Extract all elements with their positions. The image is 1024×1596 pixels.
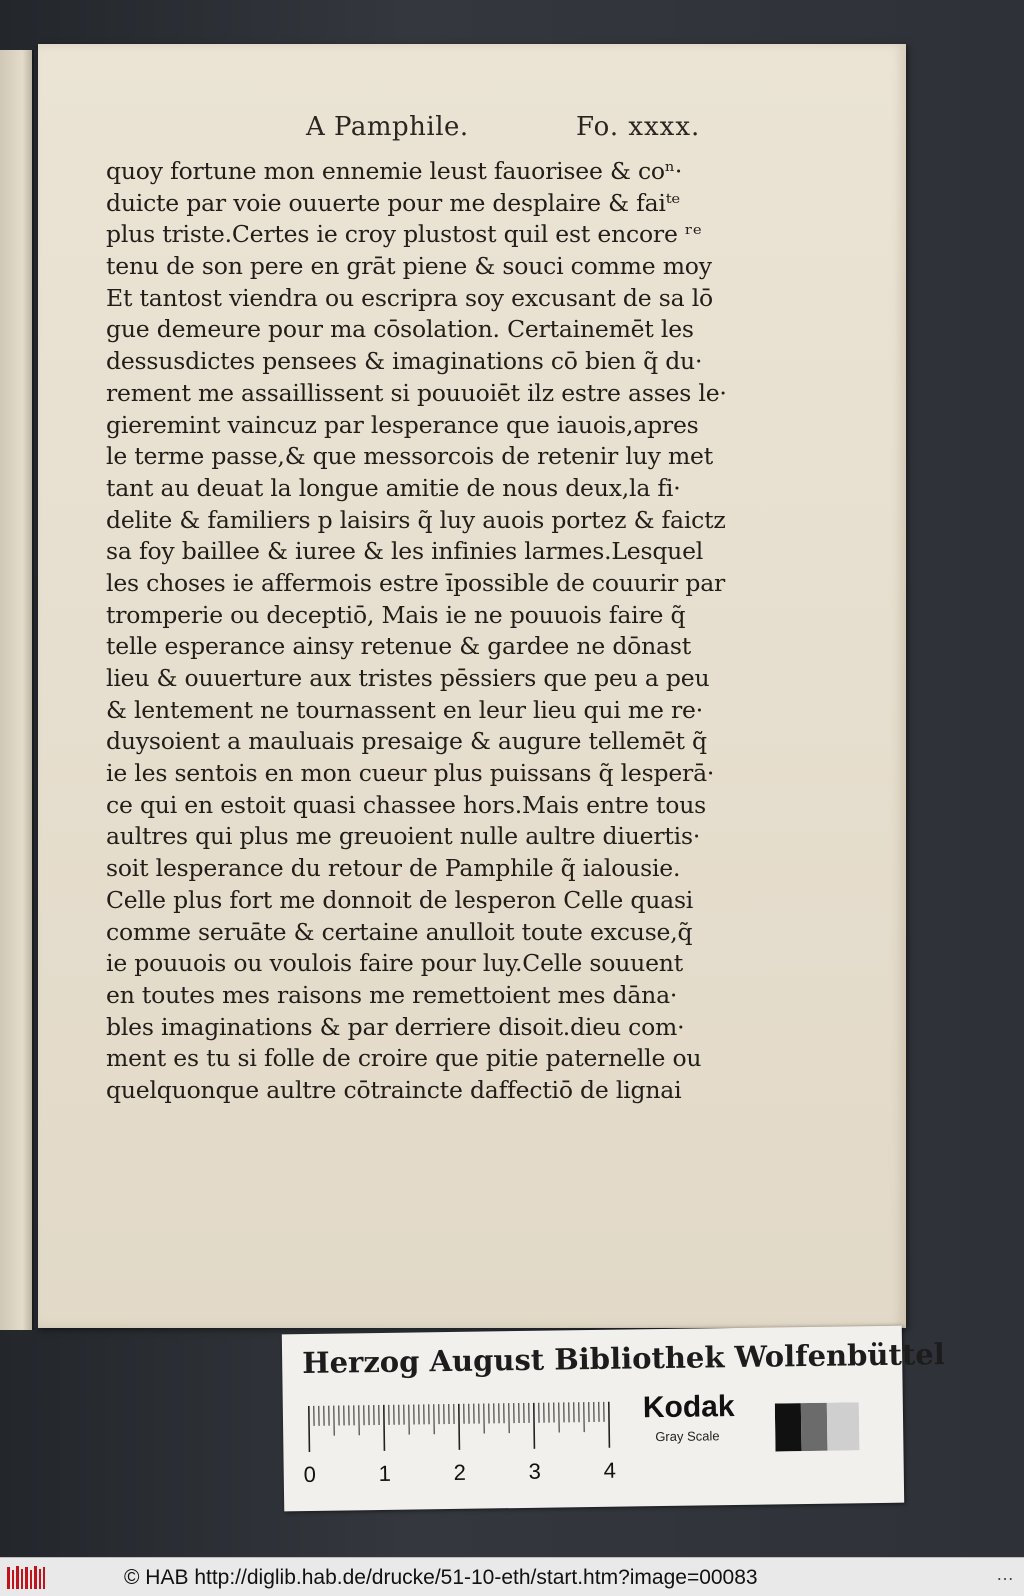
ruler-tick bbox=[459, 1404, 460, 1450]
running-head bbox=[38, 112, 906, 152]
text-line: gue demeure pour ma cōsolation. Certainemēt les bbox=[106, 314, 776, 346]
text-line: dessusdictes pensees & imaginations cō bien q̃ du· bbox=[106, 346, 776, 378]
gray-scale-label: Gray Scale bbox=[655, 1428, 720, 1444]
text-line: & lentement ne tournassent en leur lieu qui me re· bbox=[106, 695, 776, 727]
text-line: ce qui en estoit quasi chassee hors.Mais entre tous bbox=[106, 790, 776, 822]
text-line: delite & familiers p laisirs q̃ luy auois portez & faictz bbox=[106, 505, 776, 537]
ruler-number: 3 bbox=[528, 1459, 541, 1484]
text-line: duysoient a mauluais presaige & augure tellemēt q̃ bbox=[106, 726, 776, 758]
ruler-number: 4 bbox=[603, 1458, 616, 1483]
ruler-number: 1 bbox=[378, 1461, 391, 1486]
text-line: soit lesperance du retour de Pamphile q̃ ialousie. bbox=[106, 853, 776, 885]
text-line: tromperie ou deceptiō, Mais ie ne pouuois faire q̃ bbox=[106, 600, 776, 632]
ruler-number: 2 bbox=[453, 1460, 466, 1485]
kodak-logo: Kodak bbox=[643, 1390, 735, 1425]
ruler-labels bbox=[303, 1458, 616, 1487]
text-line: bles imaginations & par derriere disoit.dieu com· bbox=[106, 1012, 776, 1044]
text-line: tenu de son pere en grāt piene & souci comme moy bbox=[106, 251, 776, 283]
text-line: quoy fortune mon ennemie leust fauorisee & coⁿ· bbox=[106, 156, 776, 188]
ruler-tick bbox=[534, 1403, 535, 1449]
running-title: A Pamphile. bbox=[306, 112, 469, 142]
folio-number: Fo. xxxx. bbox=[576, 112, 700, 142]
ruler-tick bbox=[384, 1405, 385, 1451]
text-line: le terme passe,& que messorcois de retenir luy met bbox=[106, 441, 776, 473]
copyright-url[interactable]: © HAB http://diglib.hab.de/drucke/51-10-eth/start.htm?image=00083 bbox=[124, 1566, 758, 1590]
gray-scale-patches bbox=[775, 1402, 860, 1451]
text-line: comme seruāte & certaine anulloit toute excuse,q̃ bbox=[106, 917, 776, 949]
text-line: tant au deuat la longue amitie de nous deux,la fi· bbox=[106, 473, 776, 505]
text-line: rement me assaillissent si pouuoiēt ilz estre asses le· bbox=[106, 378, 776, 410]
hab-logo-icon bbox=[6, 1564, 46, 1592]
ruler-tick bbox=[309, 1406, 310, 1452]
patch-light-gray bbox=[827, 1402, 860, 1450]
facing-page-edge bbox=[0, 50, 34, 1330]
book-page bbox=[38, 44, 906, 1328]
text-line: sa foy baillee & iuree & les infinies larmes.Lesquel bbox=[106, 536, 776, 568]
text-line: telle esperance ainsy retenue & gardee ne dōnast bbox=[106, 631, 776, 663]
ruler bbox=[303, 1392, 624, 1496]
text-line: en toutes mes raisons me remettoient mes dāna· bbox=[106, 980, 776, 1012]
text-line: plus triste.Certes ie croy plustost quil est encore ʳᵉ bbox=[106, 219, 776, 251]
footer-bar bbox=[0, 1557, 1024, 1596]
text-line: Et tantost viendra ou escripra soy excusant de sa lō bbox=[106, 283, 776, 315]
text-block bbox=[106, 156, 776, 1107]
text-line: Celle plus fort me donnoit de lesperon Celle quasi bbox=[106, 885, 776, 917]
ruler-ticks bbox=[303, 1392, 610, 1452]
text-line: aultres qui plus me greuoient nulle aultre diuertis· bbox=[106, 821, 776, 853]
ruler-number: 0 bbox=[303, 1462, 316, 1487]
text-line: les choses ie affermois estre īpossible de couurir par bbox=[106, 568, 776, 600]
text-line: lieu & ouuerture aux tristes pēssiers que peu a peu bbox=[106, 663, 776, 695]
ruler-tick bbox=[609, 1402, 610, 1448]
color-calibration-card bbox=[282, 1326, 904, 1512]
patch-black bbox=[775, 1403, 802, 1451]
text-line: duicte par voie ouuerte pour me desplaire & faiᵗᵉ bbox=[106, 188, 776, 220]
text-line: ie pouuois ou voulois faire pour luy.Celle souuent bbox=[106, 948, 776, 980]
text-line: gieremint vaincuz par lesperance que iauois,apres bbox=[106, 410, 776, 442]
text-line: ment es tu si folle de croire que pitie paternelle ou bbox=[106, 1043, 776, 1075]
text-line: ie les sentois en mon cueur plus puissans q̃ lesperā· bbox=[106, 758, 776, 790]
more-icon[interactable]: … bbox=[996, 1564, 1014, 1585]
institution-name: Herzog August Bibliothek Wolfenbüttel bbox=[302, 1337, 945, 1380]
text-line: quelquonque aultre cōtraincte daffectiō de lignai bbox=[106, 1075, 776, 1107]
patch-dark-gray bbox=[801, 1403, 828, 1451]
